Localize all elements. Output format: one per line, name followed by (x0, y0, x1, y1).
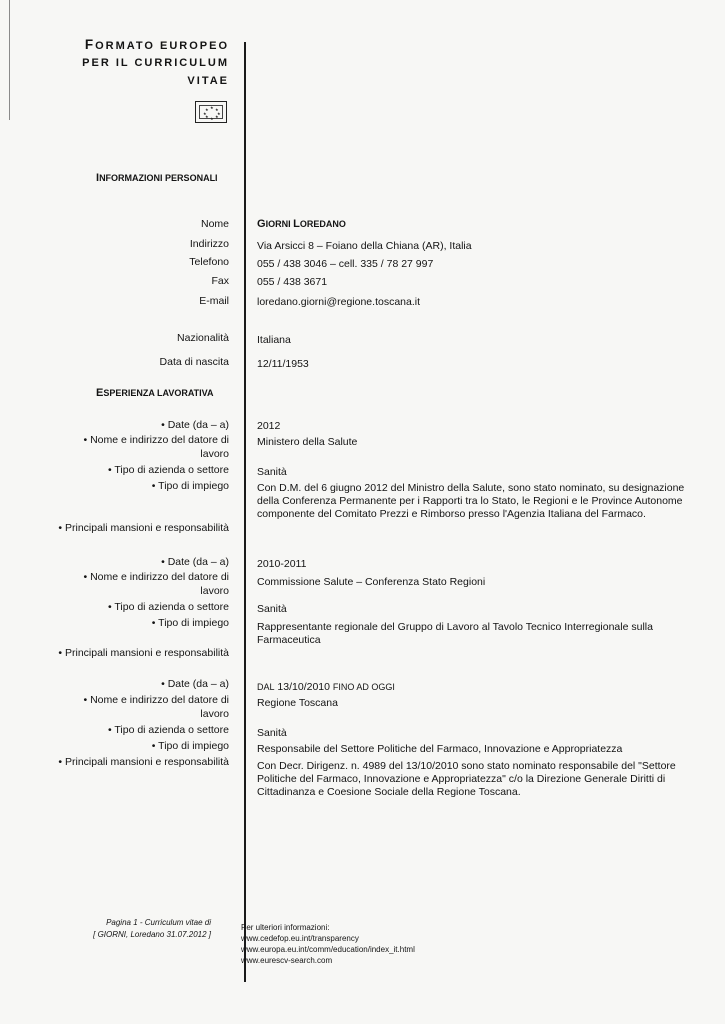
exp3-desc-line-2: Politiche del Farmaco, Innovazione e Appropriatezza" c/o la Direzione Generale Diritti di (257, 773, 666, 785)
label-employer-2: lavoro (200, 708, 229, 720)
label-company-type: • Tipo di azienda o settore (107, 724, 229, 736)
name-part: OREDANO (299, 219, 346, 229)
flag-star: ★ (215, 114, 219, 119)
name-cap: L (293, 218, 300, 230)
flag-star: ★ (217, 111, 221, 116)
label-duties: • Principali mansioni e responsabilità (58, 647, 229, 659)
name-cap: G (257, 218, 266, 230)
dates-suffix: FINO AD OGGI (332, 682, 395, 692)
label-job-type: • Tipo di impiego (151, 480, 229, 492)
value-name (257, 218, 346, 231)
label-job-type: • Tipo di impiego (151, 740, 229, 752)
value-fax: 055 / 438 3671 (257, 276, 328, 288)
footer-link-cedefop[interactable]: www.cedefop.eu.int/transparency (241, 934, 359, 943)
label-employer-2: lavoro (200, 448, 229, 460)
label-nationality: Nazionalità (177, 332, 229, 344)
label-dates: • Date (da – a) (161, 419, 229, 431)
flag-star: ★ (215, 107, 219, 112)
section-work-experience (96, 387, 214, 399)
exp3-dates (257, 681, 395, 694)
flag-star: ★ (210, 116, 214, 121)
exp3-job: Responsabile del Settore Politiche del Farmaco, Innovazione e Appropriatezza (257, 743, 623, 755)
value-email[interactable]: loredano.giorni@regione.toscana.it (257, 296, 421, 308)
exp2-dates: 2010-2011 (257, 558, 307, 570)
flag-star: ★ (205, 107, 209, 112)
exp1-desc-line-1: Con D.M. del 6 giugno 2012 del Ministro della Salute, sono stato nominato, su designazione (257, 482, 685, 494)
label-duties: • Principali mansioni e responsabilità (58, 756, 229, 768)
section-rest: NFORMAZIONI PERSONALI (99, 173, 218, 183)
exp3-desc-line-1: Con Decr. Dirigenz. n. 4989 del 13/10/2010 sono stato nominato responsabile del "Settore (257, 760, 676, 772)
footer-page-info: Pagina 1 - Curriculum vitae di (106, 918, 211, 927)
exp1-dates: 2012 (257, 420, 281, 432)
label-company-type: • Tipo di azienda o settore (107, 601, 229, 613)
dates-value: 13/10/2010 (274, 681, 333, 693)
label-company-type: • Tipo di azienda o settore (107, 464, 229, 476)
footer-cv-owner: [ GIORNI, Loredano 31.07.2012 ] (93, 930, 211, 939)
exp3-employer: Regione Toscana (257, 697, 338, 709)
value-nationality: Italiana (257, 334, 291, 346)
flag-star: ★ (205, 114, 209, 119)
exp2-sector: Sanità (257, 603, 287, 615)
exp2-desc-line-2: Farmaceutica (257, 634, 321, 646)
label-duties: • Principali mansioni e responsabilità (58, 522, 229, 534)
exp2-employer: Commissione Salute – Conferenza Stato Regioni (257, 576, 486, 588)
flag-star: ★ (210, 105, 214, 110)
header-line-3: VITAE (187, 75, 229, 87)
exp1-employer: Ministero della Salute (257, 436, 358, 448)
footer-link-eurescv[interactable]: www.eurescv-search.com (241, 956, 333, 965)
name-part: IORNI (265, 219, 294, 229)
label-email: E-mail (199, 295, 229, 307)
scan-edge-line (9, 0, 10, 120)
exp1-desc-line-3: componente del Comitato Prezzi e Rimborso presso l'Agenzia Italiana del Farmaco. (257, 508, 646, 520)
label-name: Nome (200, 218, 229, 230)
flag-star: ★ (203, 111, 207, 116)
label-employer: • Nome e indirizzo del datore di (83, 434, 229, 446)
label-fax: Fax (211, 275, 229, 287)
label-phone: Telefono (189, 256, 229, 268)
value-phone: 055 / 438 3046 – cell. 335 / 78 27 997 (257, 258, 434, 270)
header-line-2: PER IL CURRICULUM (82, 57, 229, 69)
dates-prefix: DAL (257, 682, 275, 692)
label-dates: • Date (da – a) (161, 556, 229, 568)
section-rest: SPERIENZA LAVORATIVA (103, 388, 214, 398)
value-birth-date: 12/11/1953 (257, 358, 309, 370)
label-employer: • Nome e indirizzo del datore di (83, 694, 229, 706)
label-job-type: • Tipo di impiego (151, 617, 229, 629)
exp3-desc-line-3: Cittadinanza e Coesione Sociale della Regione Toscana. (257, 786, 521, 798)
value-address: Via Arsicci 8 – Foiano della Chiana (AR), Italia (257, 240, 472, 252)
footer-link-europa[interactable]: www.europa.eu.int/comm/education/index_it.html (241, 945, 415, 954)
exp1-sector: Sanità (257, 466, 287, 478)
footer-info-heading: Per ulteriori informazioni: (241, 923, 330, 932)
exp3-sector: Sanità (257, 727, 287, 739)
exp1-desc-line-2: della Conferenza Permanente per i Rapporti tra lo Stato, le Regioni e le Province Autonome (257, 495, 683, 507)
label-dates: • Date (da – a) (161, 678, 229, 690)
eu-flag-inner (199, 105, 223, 119)
label-address: Indirizzo (189, 238, 229, 250)
label-employer: • Nome e indirizzo del datore di (83, 571, 229, 583)
exp2-desc-line-1: Rappresentante regionale del Gruppo di Lavoro al Tavolo Tecnico Interregionale sulla (257, 621, 653, 633)
eu-flag-icon (195, 101, 227, 123)
header-rest: ORMATO EUROPEO (95, 40, 229, 52)
column-divider (244, 42, 246, 982)
header-cap: F (84, 37, 96, 52)
section-personal-info (96, 172, 218, 184)
label-birth-date: Data di nascita (159, 356, 229, 368)
section-cap: I (96, 172, 100, 184)
label-employer-2: lavoro (200, 585, 229, 597)
header-line-1 (85, 37, 229, 52)
section-cap: E (96, 387, 104, 399)
